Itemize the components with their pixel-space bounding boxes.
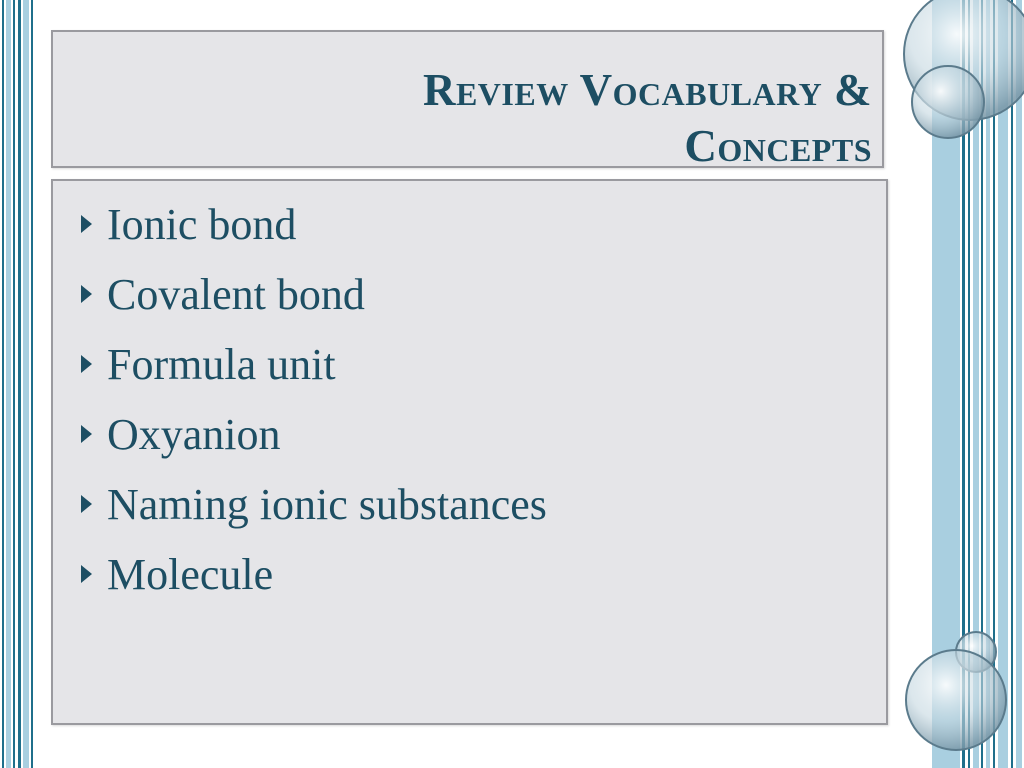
content-panel: [51, 179, 888, 725]
bullet-list: [77, 189, 547, 609]
triangle-right-icon: [81, 425, 92, 443]
slide-title-line-1: Review Vocabulary &: [422, 65, 872, 115]
triangle-right-icon: [81, 565, 92, 583]
slide-title: [172, 62, 872, 174]
triangle-right-icon: [81, 355, 92, 373]
bullet-item: [77, 469, 547, 539]
bullet-text: Covalent bond: [107, 269, 365, 319]
bullet-text: Formula unit: [107, 339, 336, 389]
slide-title-line-2: Concepts: [684, 121, 872, 171]
bullet-text: Oxyanion: [107, 409, 281, 459]
triangle-right-icon: [81, 285, 92, 303]
bullet-item: [77, 189, 547, 259]
triangle-right-icon: [81, 495, 92, 513]
triangle-right-icon: [81, 215, 92, 233]
bubble-icon: [912, 66, 984, 138]
bubble-icon: [906, 650, 1006, 750]
bullet-item: [77, 259, 547, 329]
bullet-text: Molecule: [107, 549, 274, 599]
bullet-item: [77, 329, 547, 399]
bullet-text: Naming ionic substances: [107, 479, 547, 529]
bullet-text: Ionic bond: [107, 199, 297, 249]
bullet-item: [77, 399, 547, 469]
right-decorative-stripes-bubbles: [900, 0, 1024, 768]
title-panel: [51, 30, 884, 171]
bullet-item: [77, 539, 547, 609]
left-decorative-stripes: [0, 0, 34, 768]
